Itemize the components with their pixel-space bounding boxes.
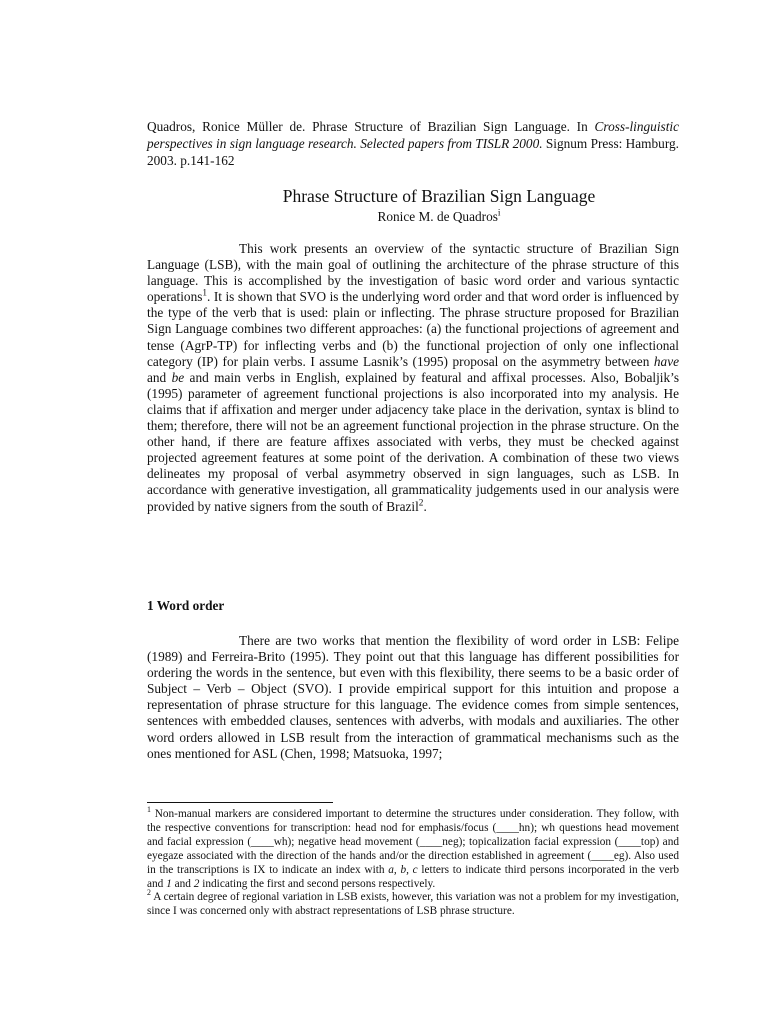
footnote-1-text-a: Non-manual markers are considered important to determine the structures under consideration. They follow, with the respective conventions for transcription: head nod for emphasis/focus (____hn); wh questions head movement and facial expression (____wh); negative head movement (____neg); topicalization facial expression (____top) and eyegaze associated with the direction of the hands and/or the direction established in agreement (____eg). Also used in the transcriptions is IX to indicate an index with [147,808,679,876]
term-be: be [171,369,185,385]
footnote-2 [147,888,679,919]
author-name: Ronice M. de Quadros [377,209,498,224]
author-note-mark: i [497,208,501,219]
footnote-2-mark: 2 [147,888,151,898]
paper-title: Phrase Structure of Brazilian Sign Language [282,186,596,206]
abstract-paragraph [147,241,679,515]
abstract [147,241,679,515]
citation [147,118,679,169]
footnote-1-letters: a, b, c [388,863,418,876]
section-heading-word-order: 1 Word order [147,598,225,613]
abstract-text-1: This work presents an overview of the syntactic structure of Brazilian Sign Language (LSB), with the main goal of outlining the architecture of the phrase structure of this language. This is accomplished by the investigation of basic word order and various syntactic operations [147,241,679,305]
footnote-1 [147,805,679,891]
abstract-and: and [147,369,172,385]
abstract-end: . [423,498,427,514]
section-word-order-body [147,633,679,762]
footnote-2-text: A certain degree of regional variation in LSB exists, however, this variation was not a problem for my investigation, since I was concerned only with abstract representations of LSB phrase structure. [147,891,679,918]
citation-publisher: Signum Press: Hamburg. 2003. p.141-162 [147,136,679,168]
citation-authors: Quadros, Ronice Müller de. Phrase Structure of Brazilian Sign Language. In [147,119,595,134]
abstract-text-3: and main verbs in English, explained by featural and affixal processes. Also, Bobaljik’s (1995) parameter of agreement functional projections is also incorporated into my analysis. He claims that if affixation and merger under adjacency take place in the derivation, syntax is blind to them; therefore, there will not be an agreement functional projection in the phrase structure. On the other hand, if there are feature affixes associated with verbs, they must be checked against projected agreement features at some point of the derivation. A combination of these two views delineates my proposal of verbal asymmetry observed in sign languages, such as LSB. In accordance with generative investigation, all grammaticality judgements used in our analysis were provided by native signers from the south of Brazil [147,369,679,514]
footnote-1-text-c: indicating the first and second persons respectively. [199,877,436,890]
footnote-1-mark: 1 [147,805,151,815]
body-paragraph: There are two works that mention the flexibility of word order in LSB: Felipe (1989) and Ferreira-Brito (1995). They point out that this language has different possibilities for ordering the words in the sentence, but even with this flexibility, there seems to be a basic order of Subject – Verb – Object (SVO). I provide empirical support for this intuition and propose a representation of phrase structure for this language. The evidence comes from simple sentences, sentences with embedded clauses, sentences with adverbs, with modals and auxiliaries. The other word orders allowed in LSB result from the interaction of grammatical mechanisms such as the ones mentioned for ASL (Chen, 1998; Matsuoka, 1997; [147,633,679,761]
footnotes [147,805,679,919]
footnote-1-one: 1 [166,877,172,890]
term-have: have [653,353,679,369]
footnote-1-two: 2 [193,877,200,890]
footnote-ref-1: 1 [202,288,208,299]
author-line [147,209,731,225]
citation-book-title: Cross-linguistic perspectives in sign language research. Selected papers from TISLR 2000. [147,119,679,151]
footnote-1-text-b: letters to indicate third persons incorporated in the verb and [147,863,679,890]
abstract-text-2: . It is shown that SVO is the underlying word order and that word order is influenced by the type of the verb that is used: plain or inflecting. The phrase structure proposed for Brazilian Sign Language combines two different approaches: (a) the functional projections of agreement and tense (AgrP-TP) for inflecting verbs and (b) the functional projection of only one inflectional category (IP) for plain verbs. I assume Lasnik’s (1995) proposal on the asymmetry between [147,289,679,369]
footnote-1-and: and [171,877,194,890]
footnote-divider [147,802,333,803]
footnote-ref-2: 2 [418,498,424,509]
